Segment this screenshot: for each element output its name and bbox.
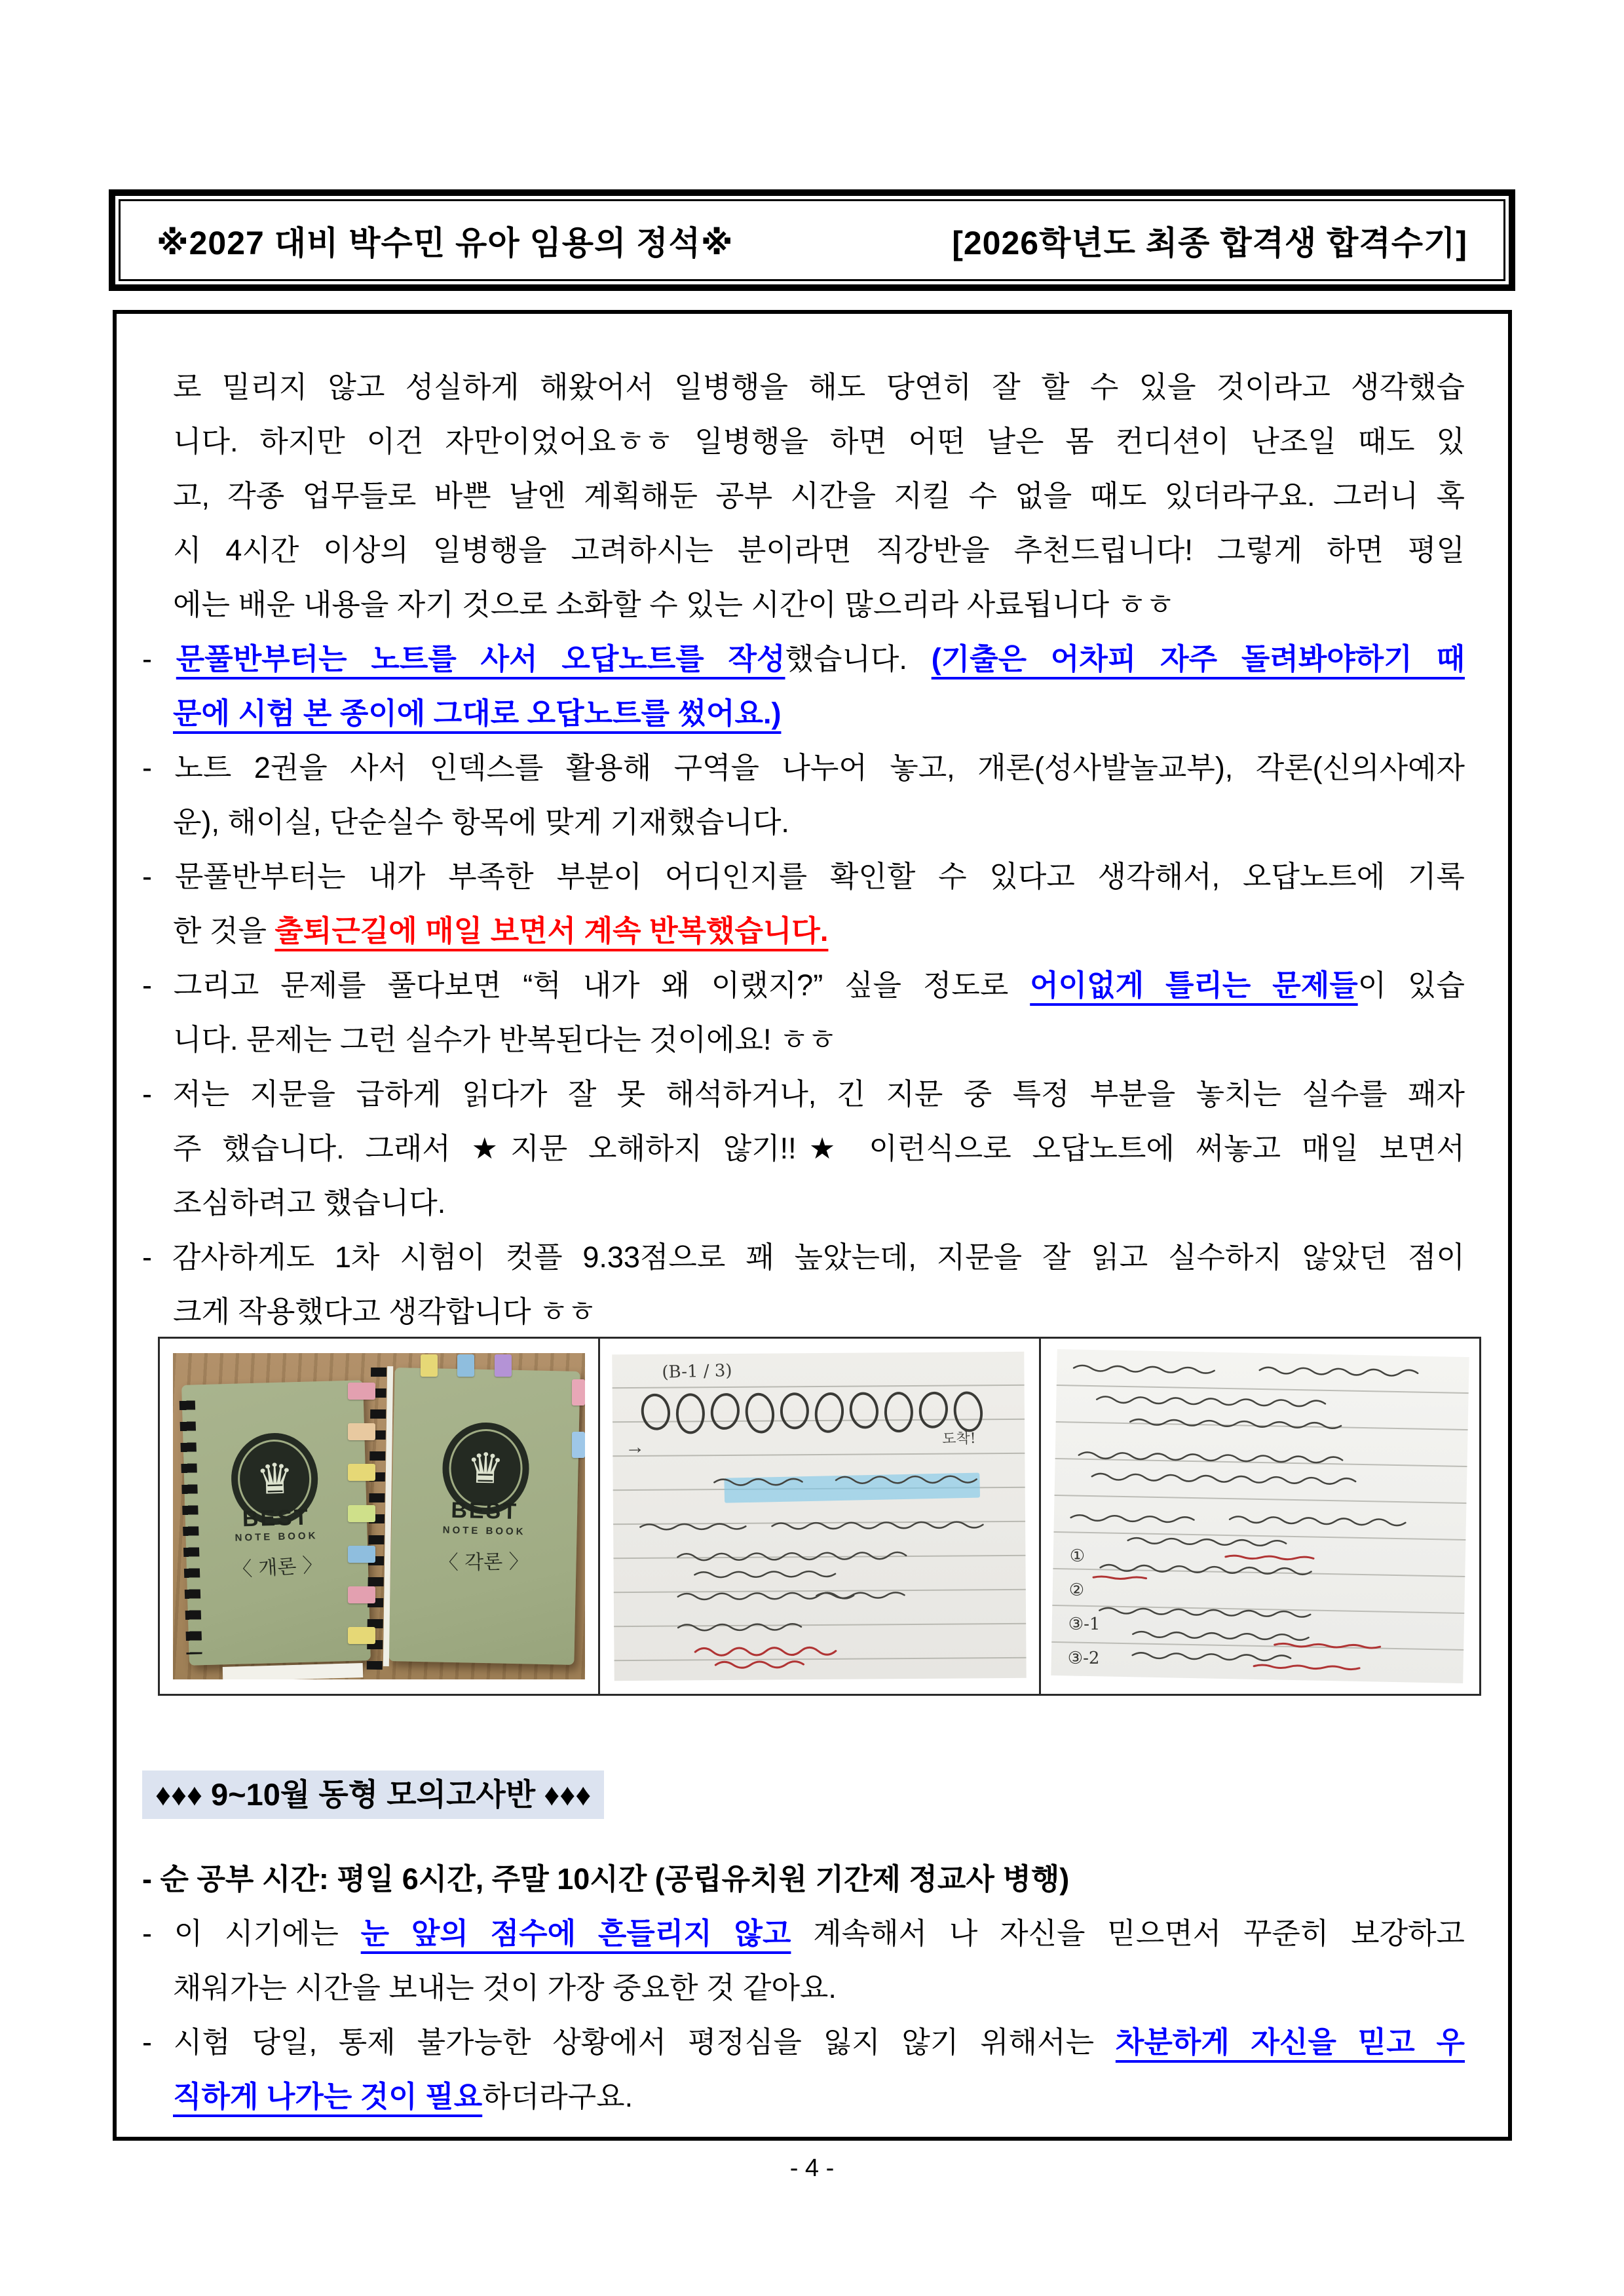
handwriting-stroke [1132, 1653, 1291, 1661]
text-line [142, 1852, 1465, 1906]
handwriting-stroke [772, 1521, 983, 1529]
crown-icon: ♛ [466, 1444, 505, 1493]
notebook-cover-left [181, 1380, 371, 1666]
index-tab [572, 1379, 585, 1406]
index-tab [572, 1432, 585, 1458]
text-segment: 로 밀리지 않고 성실하게 해왔어서 일병행을 해도 당연히 잘 할 수 있을 것이라고 생각했습 [173, 370, 1465, 404]
notebook-brand: BEST [450, 1498, 519, 1525]
text-line [142, 632, 1465, 686]
index-tab [348, 1586, 375, 1603]
text-line [173, 795, 1465, 849]
handwriting-stroke [715, 1479, 803, 1485]
text-segment: 이 있습 [1357, 968, 1465, 1002]
handwriting-stroke [817, 1592, 905, 1598]
text-segment: 주 했습니다. 그래서 ★지문 오해하지 않기!!★ 이런식으로 오답노트에 써놓고 매일 보면서 [173, 1132, 1465, 1165]
text-segment: - 이 시기에는 [142, 1917, 361, 1950]
handwritten-arrival: 도착! [942, 1430, 977, 1447]
handwriting-scribbles [613, 1352, 1027, 1681]
handwriting-stroke [1100, 1565, 1311, 1575]
text-segment: 했습니다. [785, 642, 932, 676]
handwriting-stroke [1078, 1452, 1342, 1463]
photo-note-page-1 [613, 1352, 1027, 1681]
text-line [173, 360, 1465, 414]
handwriting-stroke [1127, 1538, 1286, 1546]
text-segment: 눈 앞의 점수에 흔들리지 않고 [360, 1917, 791, 1950]
text-segment: - 저는 지문을 급하게 읽다가 잘 못 해석하거나, 긴 지문 중 특정 부분을 놓치는 실수를 꽤자 [142, 1077, 1465, 1111]
text-segment: 문풀반부터는 노트를 사서 오답노트를 작성 [176, 642, 785, 676]
text-line [142, 958, 1465, 1012]
text-line [142, 740, 1465, 795]
header-left-title: ※2027 대비 박수민 유아 임용의 정석※ [157, 224, 734, 261]
handwriting-stroke [696, 1647, 837, 1656]
content-box [113, 310, 1512, 2141]
text-segment: - [142, 642, 176, 676]
handwriting-stroke [641, 1523, 746, 1529]
index-tab [348, 1423, 375, 1440]
handwriting-stroke [1091, 1474, 1355, 1485]
photo-table [158, 1337, 1481, 1696]
text-segment: 고, 각종 업무들로 바쁜 날엔 계획해둔 공부 시간을 지킬 수 없을 때도 있더라구요. 그러니 혹 [173, 479, 1465, 512]
index-tab [348, 1383, 375, 1400]
handwriting-scribbles [1051, 1349, 1469, 1683]
notebook-brand: BEST [242, 1504, 310, 1532]
page-number: - 4 - [789, 2154, 835, 2182]
text-line [173, 1121, 1465, 1176]
handwriting-stroke [1225, 1556, 1313, 1560]
text-segment: 출퇴근길에 매일 보면서 계속 반복했습니다. [274, 914, 829, 947]
text-segment: 니다. 문제는 그런 실수가 반복된다는 것이에요! ㅎㅎ [173, 1023, 837, 1056]
text-segment: - 감사하게도 1차 시험이 컷플 9.33점으로 꽤 높았는데, 지문을 잘 읽고 실수하지 않았던 점이 [142, 1240, 1465, 1274]
circled-number: ③-1 [1068, 1614, 1101, 1634]
text-segment: 어이없게 틀리는 문제들 [1030, 968, 1358, 1002]
handwriting-stroke [695, 1571, 836, 1578]
text-segment: - 그리고 문제를 풀다보면 “헉 내가 왜 이랬지?” 싶을 정도로 [142, 968, 1030, 1002]
handwriting-stroke [836, 1476, 977, 1483]
circled-number: ③-2 [1067, 1648, 1100, 1668]
text-line [142, 1230, 1465, 1284]
text-line [142, 849, 1465, 904]
text-line [173, 904, 1465, 958]
text-line [173, 469, 1465, 523]
text-line [173, 1284, 1465, 1339]
text-line [173, 2069, 1465, 2124]
text-line [142, 1906, 1465, 1961]
index-tab [457, 1354, 474, 1377]
notebook-brand-sub: NOTE BOOK [442, 1524, 526, 1537]
text-segment: 조심하려고 했습니다. [173, 1186, 446, 1219]
notebook-cover-right [388, 1368, 580, 1665]
text-line [173, 1961, 1465, 2015]
index-tab [348, 1464, 375, 1481]
handwritten-header: (B-1 / 3) [661, 1361, 732, 1383]
photo-cell-note-page-2 [1039, 1339, 1479, 1694]
text-segment: - 시험 당일, 통제 불가능한 상황에서 평정심을 잃지 않기 위해서는 [142, 2025, 1116, 2059]
notebook-label-left: 〈 개론 〉 [231, 1553, 323, 1582]
notebook-brand-sub: NOTE BOOK [235, 1530, 318, 1544]
header-box-inner [119, 199, 1505, 281]
handwriting-stroke [1099, 1608, 1310, 1617]
index-tab [348, 1505, 375, 1522]
photo-cell-notebooks [160, 1339, 598, 1694]
text-segment: 시 4시간 이상의 일병행을 고려하시는 분이라면 직강반을 추천드립니다! 그렇게 하면 평일 [173, 533, 1465, 567]
handwriting-stroke [1130, 1419, 1341, 1428]
text-segment: 에는 배운 내용을 자기 것으로 소화할 수 있는 시간이 많으리라 사료됩니다 ㅎㅎ [173, 588, 1175, 621]
handwriting-stroke [1074, 1366, 1215, 1373]
handwriting-stroke [1254, 1665, 1359, 1670]
crown-icon: ♛ [255, 1455, 295, 1503]
text-line [173, 686, 1465, 740]
text-line [173, 414, 1465, 469]
photo-cell-note-page-1 [598, 1339, 1038, 1694]
text-segment: 운), 해이실, 단순실수 항목에 맞게 기재했습니다. [173, 805, 789, 839]
section-heading: ♦♦♦ 9~10월 동형 모의고사반 ♦♦♦ [142, 1770, 604, 1819]
body-text [142, 360, 1465, 1339]
text-line [173, 1012, 1465, 1067]
text-segment: - 노트 2권을 사서 인덱스를 활용해 구역을 나누어 놓고, 개론(성사발놀교부), 각론(신의사예자 [142, 751, 1465, 784]
header-right-title: [2026학년도 최종 합격생 합격수기] [952, 224, 1467, 261]
text-line [173, 1176, 1465, 1230]
photo-note-page-2 [1051, 1349, 1469, 1683]
handwriting-stroke [1230, 1516, 1405, 1525]
text-segment: 차분하게 자신을 믿고 우 [1115, 2025, 1465, 2059]
text-segment: (기출은 어차피 자주 돌려봐야하기 때 [931, 642, 1465, 676]
handwriting-stroke [1259, 1368, 1418, 1377]
paper-edge [222, 1663, 362, 1679]
index-tab [495, 1354, 512, 1377]
text-segment: - 순 공부 시간: 평일 6시간, 주말 10시간 (공립유치원 기간제 정교사 병행) [142, 1862, 1070, 1896]
notebook-label-right: 〈 각론 〉 [438, 1550, 529, 1575]
circled-number: ① [1069, 1546, 1085, 1566]
text-line [173, 577, 1465, 632]
circled-number-markers [1067, 1539, 1102, 1675]
header-box [109, 189, 1515, 291]
text-segment: - 문풀반부터는 내가 부족한 부분이 어디인지를 확인할 수 있다고 생각해서, 오답노트에 기록 [142, 860, 1465, 893]
text-line [142, 2015, 1465, 2069]
bottom-text [142, 1852, 1465, 2124]
handwriting-stroke [678, 1552, 907, 1560]
index-tab [348, 1546, 375, 1563]
text-line [173, 523, 1465, 577]
circled-number: ② [1068, 1580, 1084, 1600]
text-segment: 채워가는 시간을 보내는 것이 가장 중요한 것 같아요. [173, 1971, 837, 2004]
text-line [142, 1067, 1465, 1121]
text-segment: 계속해서 나 자신을 믿으면서 꾸준히 보강하고 [791, 1917, 1465, 1950]
index-tab [348, 1627, 375, 1644]
handwriting-stroke [1133, 1632, 1308, 1640]
text-segment: 문에 시험 본 종이에 그대로 오답노트를 썼어요.) [173, 697, 782, 730]
arrow-icon: → [625, 1436, 645, 1458]
handwriting-stroke [1097, 1396, 1325, 1407]
photo-notebooks [173, 1353, 585, 1679]
handwriting-stroke [716, 1662, 804, 1668]
handwriting-stroke [1274, 1643, 1380, 1648]
text-segment: 크게 작용했다고 생각합니다 ㅎㅎ [173, 1295, 597, 1328]
handwriting-stroke [678, 1624, 801, 1630]
text-segment: 니다. 하지만 이건 자만이었어요ㅎㅎ 일병행을 하면 어떤 날은 몸 컨디션이 난조일 때도 있 [173, 425, 1465, 458]
text-segment: 한 것을 [173, 914, 275, 947]
index-tab [421, 1354, 438, 1377]
text-segment: 직하게 나가는 것이 필요 [173, 2080, 483, 2113]
text-segment: 하더라구요. [482, 2080, 633, 2113]
handwriting-stroke [1070, 1515, 1194, 1523]
